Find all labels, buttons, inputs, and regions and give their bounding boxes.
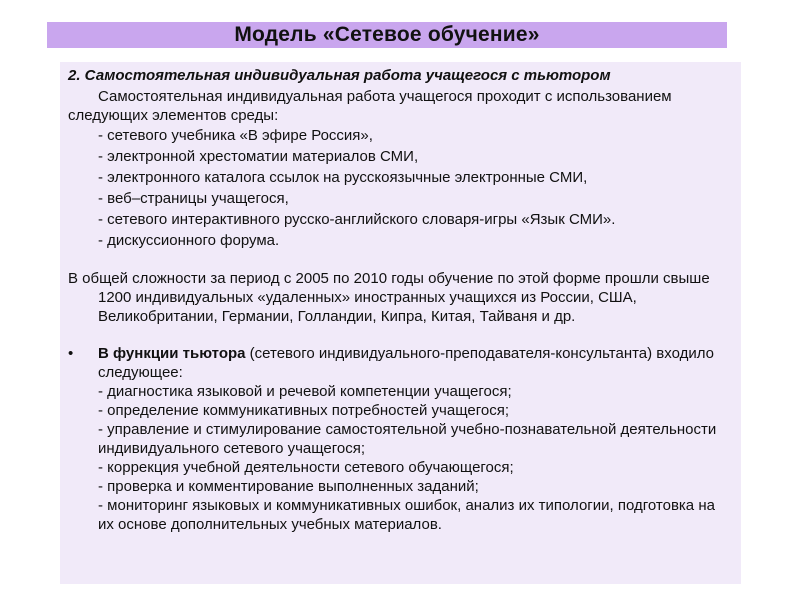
title-bar bbox=[47, 22, 727, 48]
list-item: - мониторинг языковых и коммуникативных ошибок, анализ их типологии, подготовка на их основе дополнительных учебных материалов. bbox=[98, 497, 715, 533]
list-item: - коррекция учебной деятельности сетевого обучающегося; bbox=[98, 459, 514, 476]
spacer bbox=[68, 326, 731, 344]
content-box bbox=[60, 62, 741, 584]
tutor-label: В функции тьютора bbox=[98, 345, 246, 362]
spacer bbox=[68, 251, 731, 269]
list-item: - проверка и комментирование выполненных заданий; bbox=[98, 478, 479, 495]
slide-title: Модель «Сетевое обучение» bbox=[234, 23, 540, 46]
tutor-intro bbox=[98, 344, 731, 382]
list-item: - определение коммуникативных потребностей учащегося; bbox=[98, 402, 510, 419]
list-item: - диагностика языковой и речевой компетенции учащегося; bbox=[98, 383, 512, 400]
tutor-bullet-item bbox=[68, 344, 731, 534]
tutor-text: (сетевого индивидуального-преподавателя-консультанта) входило следующее: bbox=[98, 345, 715, 381]
list-item: - электронного каталога ссылок на русскоязычные электронные СМИ, bbox=[98, 169, 588, 186]
summary-paragraph: В общей сложности за период с 2005 по 2010 годы обучение по этой форме прошли свыше 1200 индивидуальных «удаленных» иностранных учащихся из России, США, Великобритании, Германии, Голландии, Кипра, Китая, Тайваня и др. bbox=[68, 270, 710, 325]
list-item: - сетевого учебника «В эфире Россия», bbox=[98, 127, 373, 144]
bullet-marker: • bbox=[68, 345, 74, 362]
tutor-body bbox=[98, 344, 731, 534]
list-item: - управление и стимулирование самостоятельной учебно-познавательной деятельности индивидуального сетевого учащегося; bbox=[98, 421, 717, 457]
intro-paragraph: Самостоятельная индивидуальная работа учащегося проходит с использованием следующих элементов среды: bbox=[68, 88, 672, 124]
list-item: - дискуссионного форума. bbox=[98, 232, 280, 249]
section-heading: 2. Самостоятельная индивидуальная работа учащегося с тьютором bbox=[68, 67, 611, 84]
list-item: - сетевого интерактивного русско-английского словаря-игры «Язык СМИ». bbox=[98, 211, 616, 228]
elements-list bbox=[68, 125, 731, 251]
list-item: - электронной хрестоматии материалов СМИ, bbox=[98, 148, 419, 165]
list-item: - веб–страницы учащегося, bbox=[98, 190, 289, 207]
